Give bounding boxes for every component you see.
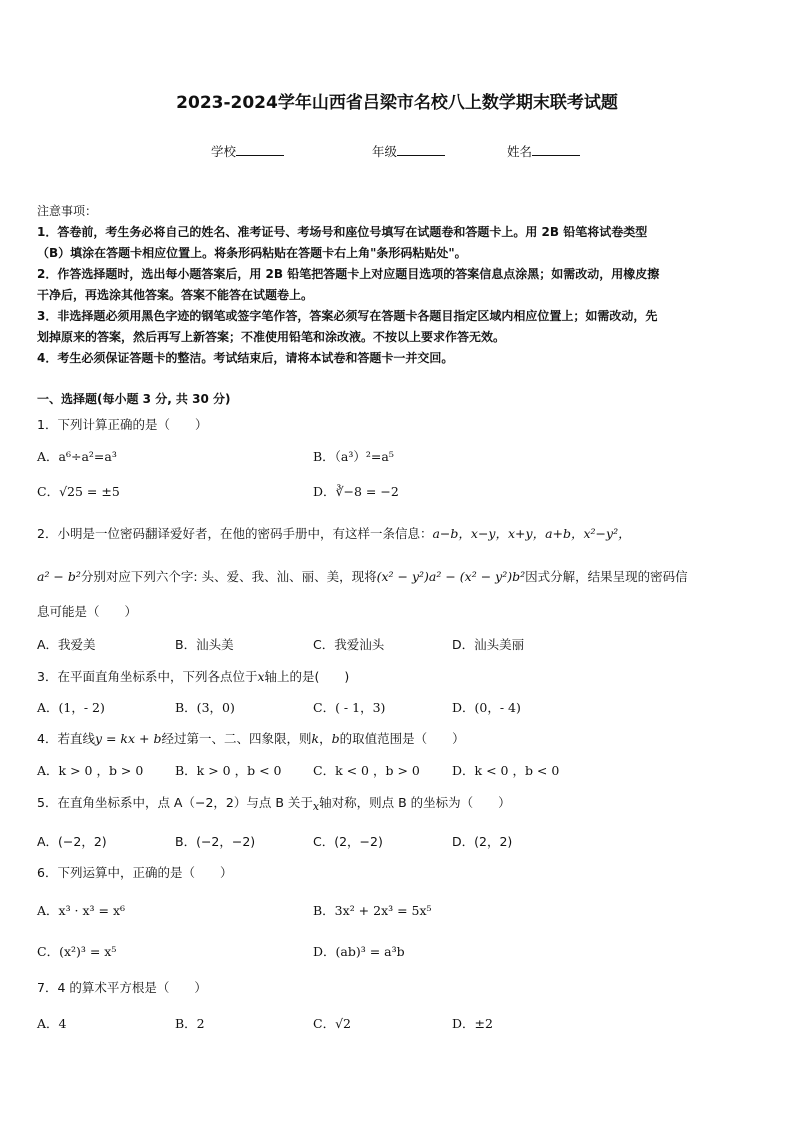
q2-text: 分别对应下列六个字: 头、爱、我、汕、丽、美，现将	[80, 569, 377, 584]
q2-option-a[interactable]: A．我爱美	[37, 637, 96, 652]
grade-blank[interactable]	[397, 143, 445, 156]
q5-text: 5．在直角坐标系中，点 A（−2，2）与点 B 关于	[37, 795, 313, 810]
q4-option-b[interactable]: B．k > 0 ，b < 0	[175, 763, 282, 778]
page-title: 2023-2024学年山西省吕梁市名校八上数学期末联考试题	[176, 93, 618, 113]
q1-option-a[interactable]: A．a⁶÷a²=a³	[37, 449, 117, 464]
q7-option-a[interactable]: A．4	[37, 1016, 67, 1031]
q1-option-c[interactable]	[37, 482, 120, 500]
q4-text: 的取值范围是（ ）	[339, 731, 465, 746]
option-label: D．	[313, 484, 336, 499]
q3-option-c[interactable]: C．( - 1，3)	[313, 700, 386, 715]
q5-option-b[interactable]: B．(−2，−2)	[175, 834, 256, 849]
option-expr: ∛−8 = −2	[335, 484, 399, 499]
q4-text: 经过第一、二、四象限，则	[161, 731, 312, 746]
q7-option-b[interactable]: B．2	[175, 1016, 205, 1031]
notice-line: 4．考生必须保证答题卡的整洁。考试结束后，请将本试卷和答题卡一并交回。	[37, 351, 454, 365]
section-heading: 一、选择题(每小题 3 分, 共 30 分)	[37, 392, 231, 406]
name-field	[507, 142, 580, 160]
option-label: C．	[313, 1016, 336, 1031]
notice-line: 3．非选择题必须用黑色字迹的钢笔或签字笔作答，答案必须写在答题卡各题目指定区域内相应位置上；如需改动，先	[37, 309, 658, 323]
school-blank[interactable]	[236, 143, 284, 156]
q6-stem: 6．下列运算中，正确的是（ ）	[37, 865, 233, 880]
q7-option-d[interactable]: D．±2	[452, 1016, 493, 1031]
notice-line: 干净后，再选涂其他答案。答案不能答在试题卷上。	[37, 288, 314, 302]
q3-text: 轴上的是( )	[264, 669, 350, 684]
q2-text: 因式分解，结果呈现的密码信	[525, 569, 688, 584]
notice-line: 1．答卷前，考生务必将自己的姓名、准考证号、考场号和座位号填写在试题卷和答题卡上。用 2B 铅笔将试卷类型	[37, 225, 648, 239]
q3-option-b[interactable]: B．(3，0)	[175, 700, 235, 715]
q1-option-b[interactable]: B．（a³）²=a⁵	[313, 449, 394, 464]
q6-option-b[interactable]: B．3x² + 2x³ = 5x⁵	[313, 903, 432, 918]
notice-line: （B）填涂在答题卡相应位置上。将条形码粘贴在答题卡右上角"条形码粘贴处"。	[37, 246, 467, 260]
q2-line1	[37, 524, 631, 542]
grade-field	[372, 142, 445, 160]
q3-option-a[interactable]: A．(1，- 2)	[37, 700, 105, 715]
option-label: C．	[37, 484, 60, 499]
q4-option-c[interactable]: C．k < 0 ，b > 0	[313, 763, 420, 778]
q4-text: ，	[319, 731, 332, 746]
notice-block	[37, 201, 757, 369]
q2-line2	[37, 567, 688, 585]
school-field	[211, 142, 284, 160]
q2-option-b[interactable]: B．汕头美	[175, 637, 234, 652]
q2-math: a² − b²	[37, 569, 81, 584]
q7-stem: 7．4 的算术平方根是（ ）	[37, 980, 207, 995]
q4-var: k	[311, 731, 320, 746]
q2-line3: 息可能是（ ）	[37, 604, 138, 619]
q4-stem	[37, 729, 465, 747]
q2-option-d[interactable]: D．汕头美丽	[452, 637, 525, 652]
q3-text: 3．在平面直角坐标系中，下列各点位于	[37, 669, 258, 684]
q4-expr: y = kx + b	[94, 731, 162, 746]
q4-option-a[interactable]: A．k > 0 ，b > 0	[37, 763, 144, 778]
q5-stem	[37, 793, 511, 813]
q5-option-c[interactable]: C．(2，−2)	[313, 834, 383, 849]
q5-option-a[interactable]: A．(−2，2)	[37, 834, 107, 849]
q3-stem	[37, 667, 349, 685]
q2-option-c[interactable]: C．我爱汕头	[313, 637, 385, 652]
q2-math: a−b，x−y，x+y，a+b，x²−y²，	[432, 526, 631, 541]
q2-text: 2．小明是一位密码翻译爱好者，在他的密码手册中，有这样一条信息：	[37, 526, 433, 541]
q3-var: x	[257, 669, 265, 684]
notice-heading: 注意事项：	[37, 204, 98, 218]
q3-option-d[interactable]: D．(0，- 4)	[452, 700, 521, 715]
q2-expr: (x² − y²)a² − (x² − y²)b²	[376, 569, 526, 584]
name-label: 姓名	[507, 144, 533, 159]
q4-text: 4．若直线	[37, 731, 95, 746]
q4-option-d[interactable]: D．k < 0 ，b < 0	[452, 763, 560, 778]
option-expr: √2	[335, 1016, 351, 1031]
q7-option-c[interactable]	[313, 1014, 351, 1032]
notice-line: 2．作答选择题时，选出每小题答案后，用 2B 铅笔把答题卡上对应题目选项的答案信息点涂黑；如需改动，用橡皮擦	[37, 267, 660, 281]
q4-var: b	[331, 731, 340, 746]
q1-option-d[interactable]	[313, 482, 399, 500]
q1-stem: 1．下列计算正确的是（ ）	[37, 417, 208, 432]
q5-var: x	[312, 800, 320, 813]
q6-option-c[interactable]: C．(x²)³ = x⁵	[37, 944, 117, 959]
option-expr: √25 = ±5	[59, 484, 120, 499]
notice-line: 划掉原来的答案，然后再写上新答案；不准使用铅笔和涂改液。不按以上要求作答无效。	[37, 330, 506, 344]
q6-option-a[interactable]: A．x³ · x³ = x⁶	[37, 903, 126, 918]
q6-option-d[interactable]: D．(ab)³ = a³b	[313, 944, 405, 959]
q5-option-d[interactable]: D．(2，2)	[452, 834, 513, 849]
school-label: 学校	[211, 144, 237, 159]
q5-text: 轴对称，则点 B 的坐标为（ ）	[319, 795, 511, 810]
name-blank[interactable]	[532, 143, 580, 156]
grade-label: 年级	[372, 144, 398, 159]
